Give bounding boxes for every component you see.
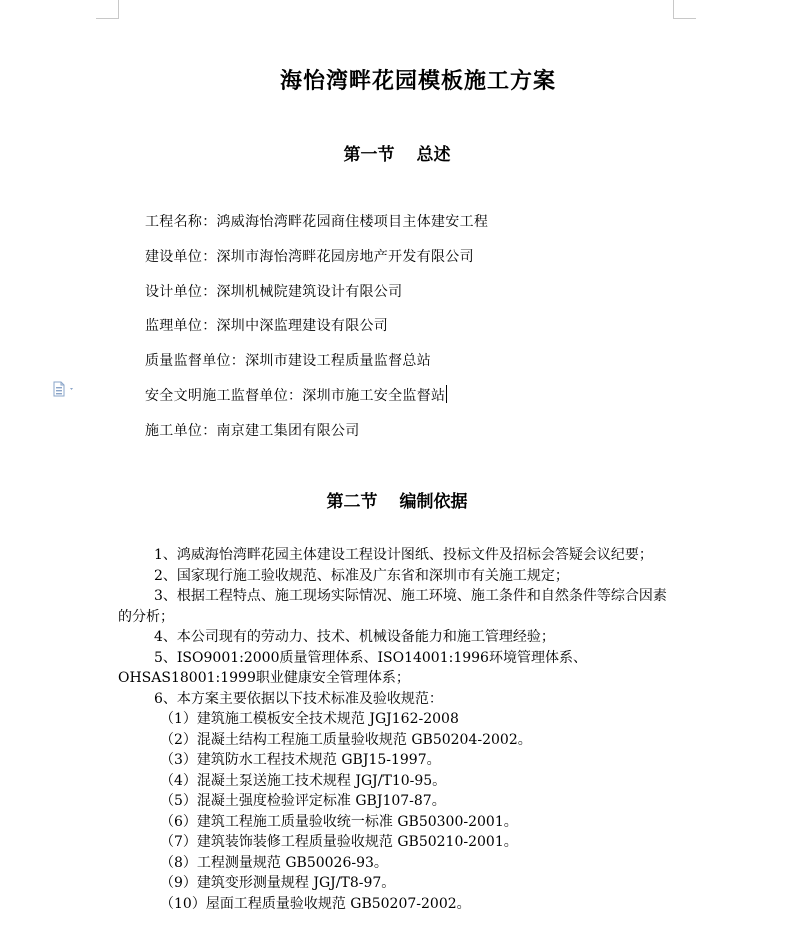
owner-unit-line[interactable]: 建设单位：深圳市海怡湾畔花园房地产开发有限公司 [145,248,474,265]
basis-paragraph[interactable]: 6、本方案主要依据以下技术标准及验收规范： [154,690,443,707]
page-title: 海怡湾畔花园模板施工方案 [279,68,556,94]
crop-mark-top-right [673,0,696,19]
supervision-unit-line[interactable]: 监理单位：深圳中深监理建设有限公司 [145,318,389,335]
quality-supervision-line[interactable]: 质量监督单位：深圳市建设工程质量监督总站 [145,353,431,370]
standard-item[interactable]: （6）建筑工程施工质量验收统一标准 GB50300-2001。 [160,813,518,830]
basis-paragraph[interactable]: 5、ISO9001:2000质量管理体系、ISO14001:1996环境管理体系、OHSAS18001:1999职业健康安全管理体系； [118,649,587,686]
basis-paragraph[interactable]: 4、本公司现有的劳动力、技术、机械设备能力和施工管理经验； [154,629,555,645]
basis-paragraph[interactable]: 1、鸿威海怡湾畔花园主体建设工程设计图纸、投标文件及招标会答疑会议纪要； [154,547,653,563]
crop-mark-top-left [96,0,119,19]
contractor-line[interactable]: 施工单位：南京建工集团有限公司 [145,422,360,439]
standard-item[interactable]: （5）混凝土强度检验评定标准 GBJ107-87。 [160,793,446,809]
standards-list [118,709,678,914]
standard-item[interactable]: （2）混凝土结构工程施工质量验收规范 GB50204-2002。 [160,731,532,748]
section-number: 第一节 [343,145,395,165]
text-cursor [446,385,447,403]
standard-item[interactable]: （10）屋面工程质量验收规范 GB50207-2002。 [160,895,471,912]
standard-item[interactable]: （8）工程测量规范 GB50026-93。 [160,854,388,871]
standard-item[interactable]: （1）建筑施工模板安全技术规范 JGJ162-2008 [160,711,459,727]
basis-paragraph[interactable]: 2、国家现行施工验收规范、标准及广东省和深圳市有关施工规定； [154,567,569,584]
safety-supervision-text: 安全文明施工监督单位：深圳市施工安全监督站 [145,387,446,404]
section-number: 第二节 [326,492,378,512]
basis-paragraph[interactable]: 3、根据工程特点、施工现场实际情况、施工环境、施工条件和自然条件等综合因素的分析； [118,588,667,625]
section-heading-overview [0,140,794,165]
standard-item[interactable]: （4）混凝土泵送施工技术规程 JGJ/T10-95。 [160,772,447,789]
document-options-icon[interactable] [52,381,78,397]
section-name: 编制依据 [399,492,468,512]
standard-item[interactable]: （7）建筑装饰装修工程质量验收规范 GB50210-2001。 [160,834,518,850]
section-name: 总述 [416,145,451,165]
design-unit-line[interactable]: 设计单位：深圳机械院建筑设计有限公司 [145,283,403,300]
section-heading-basis [0,487,794,512]
project-name-line[interactable]: 工程名称：鸿威海怡湾畔花园商住楼项目主体建安工程 [145,214,489,230]
standard-item[interactable]: （9）建筑变形测量规程 JGJ/T8-97。 [160,875,396,891]
safety-supervision-line[interactable] [145,385,488,420]
project-info-list [145,211,488,455]
standard-item[interactable]: （3）建筑防水工程技术规范 GBJ15-1997。 [160,752,441,768]
basis-content [118,545,678,914]
